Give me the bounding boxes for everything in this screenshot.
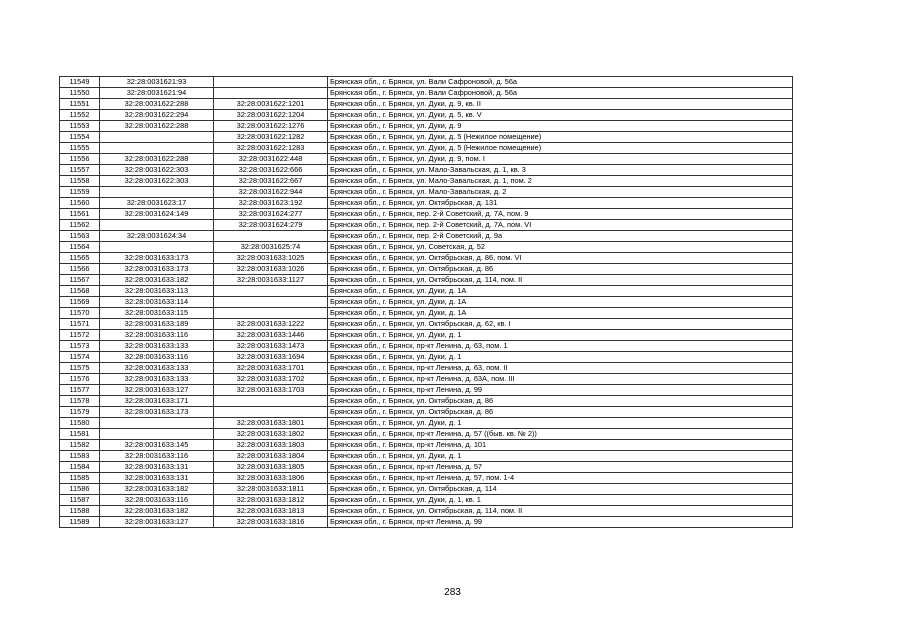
table-row — [60, 330, 793, 341]
parcel-cadastral-number-cell: 32:28:0031621:93 — [100, 77, 214, 88]
parcel-cadastral-number-cell: 32:28:0031633:116 — [100, 330, 214, 341]
table-row — [60, 275, 793, 286]
table-row — [60, 341, 793, 352]
parcel-cadastral-number-cell: 32:28:0031633:116 — [100, 352, 214, 363]
table-row — [60, 473, 793, 484]
address-cell: Брянская обл., г. Брянск, ул. Мало-Завальская, д. 1, кв. 3 — [328, 165, 793, 176]
row-number-cell: 11579 — [60, 407, 100, 418]
row-number-cell: 11559 — [60, 187, 100, 198]
parcel-cadastral-number-cell: 32:28:0031633:182 — [100, 275, 214, 286]
table-row — [60, 297, 793, 308]
address-cell: Брянская обл., г. Брянск, ул. Вали Сафроновой, д. 56а — [328, 77, 793, 88]
row-number-cell: 11575 — [60, 363, 100, 374]
table-row — [60, 374, 793, 385]
row-number-cell: 11558 — [60, 176, 100, 187]
address-cell: Брянская обл., г. Брянск, ул. Советская, д. 52 — [328, 242, 793, 253]
parcel-cadastral-number-cell: 32:28:0031622:288 — [100, 99, 214, 110]
address-cell: Брянская обл., г. Брянск, ул. Дуки, д. 9, пом. I — [328, 154, 793, 165]
object-cadastral-number-cell: 32:28:0031633:1701 — [214, 363, 328, 374]
row-number-cell: 11574 — [60, 352, 100, 363]
row-number-cell: 11576 — [60, 374, 100, 385]
address-cell: Брянская обл., г. Брянск, ул. Дуки, д. 1А — [328, 297, 793, 308]
address-cell: Брянская обл., г. Брянск, ул. Дуки, д. 1 — [328, 330, 793, 341]
cadastral-table-body — [60, 77, 793, 528]
parcel-cadastral-number-cell: 32:28:0031633:116 — [100, 451, 214, 462]
row-number-cell: 11585 — [60, 473, 100, 484]
parcel-cadastral-number-cell — [100, 242, 214, 253]
row-number-cell: 11582 — [60, 440, 100, 451]
object-cadastral-number-cell: 32:28:0031633:1473 — [214, 341, 328, 352]
table-row — [60, 385, 793, 396]
parcel-cadastral-number-cell: 32:28:0031633:182 — [100, 484, 214, 495]
row-number-cell: 11550 — [60, 88, 100, 99]
object-cadastral-number-cell: 32:28:0031633:1813 — [214, 506, 328, 517]
parcel-cadastral-number-cell: 32:28:0031624:149 — [100, 209, 214, 220]
row-number-cell: 11561 — [60, 209, 100, 220]
address-cell: Брянская обл., г. Брянск, ул. Октябрьская, д. 114, пом. II — [328, 275, 793, 286]
row-number-cell: 11556 — [60, 154, 100, 165]
row-number-cell: 11564 — [60, 242, 100, 253]
parcel-cadastral-number-cell: 32:28:0031633:133 — [100, 341, 214, 352]
row-number-cell: 11581 — [60, 429, 100, 440]
parcel-cadastral-number-cell: 32:28:0031633:116 — [100, 495, 214, 506]
parcel-cadastral-number-cell: 32:28:0031633:113 — [100, 286, 214, 297]
row-number-cell: 11588 — [60, 506, 100, 517]
address-cell: Брянская обл., г. Брянск, пер. 2-й Советский, д. 9а — [328, 231, 793, 242]
object-cadastral-number-cell: 32:28:0031633:1812 — [214, 495, 328, 506]
row-number-cell: 11562 — [60, 220, 100, 231]
parcel-cadastral-number-cell — [100, 220, 214, 231]
row-number-cell: 11589 — [60, 517, 100, 528]
parcel-cadastral-number-cell: 32:28:0031633:131 — [100, 473, 214, 484]
row-number-cell: 11573 — [60, 341, 100, 352]
object-cadastral-number-cell — [214, 407, 328, 418]
object-cadastral-number-cell: 32:28:0031633:1816 — [214, 517, 328, 528]
address-cell: Брянская обл., г. Брянск, ул. Вали Сафроновой, д. 56а — [328, 88, 793, 99]
parcel-cadastral-number-cell: 32:28:0031633:127 — [100, 517, 214, 528]
page-number: 283 — [444, 587, 461, 598]
row-number-cell: 11566 — [60, 264, 100, 275]
table-row — [60, 506, 793, 517]
address-cell: Брянская обл., г. Брянск, пр-кт Ленина, д. 99 — [328, 385, 793, 396]
table-row — [60, 165, 793, 176]
row-number-cell: 11568 — [60, 286, 100, 297]
object-cadastral-number-cell: 32:28:0031624:279 — [214, 220, 328, 231]
row-number-cell: 11565 — [60, 253, 100, 264]
object-cadastral-number-cell: 32:28:0031633:1801 — [214, 418, 328, 429]
address-cell: Брянская обл., г. Брянск, пр-кт Ленина, д. 63, пом. II — [328, 363, 793, 374]
address-cell: Брянская обл., г. Брянск, ул. Мало-Завальская, д. 2 — [328, 187, 793, 198]
address-cell: Брянская обл., г. Брянск, ул. Октябрьская, д. 86 — [328, 396, 793, 407]
parcel-cadastral-number-cell: 32:28:0031633:173 — [100, 264, 214, 275]
parcel-cadastral-number-cell — [100, 143, 214, 154]
table-row — [60, 495, 793, 506]
address-cell: Брянская обл., г. Брянск, пр-кт Ленина, д. 57 ((быв. кв. № 2)) — [328, 429, 793, 440]
table-row — [60, 187, 793, 198]
parcel-cadastral-number-cell: 32:28:0031633:115 — [100, 308, 214, 319]
table-row — [60, 484, 793, 495]
row-number-cell: 11555 — [60, 143, 100, 154]
object-cadastral-number-cell: 32:28:0031622:1283 — [214, 143, 328, 154]
table-row — [60, 77, 793, 88]
address-cell: Брянская обл., г. Брянск, ул. Дуки, д. 1А — [328, 308, 793, 319]
address-cell: Брянская обл., г. Брянск, ул. Октябрьская, д. 114, пом. II — [328, 506, 793, 517]
table-row — [60, 418, 793, 429]
address-cell: Брянская обл., г. Брянск, пер. 2-й Советский, д. 7А, пом. VI — [328, 220, 793, 231]
object-cadastral-number-cell: 32:28:0031625:74 — [214, 242, 328, 253]
object-cadastral-number-cell: 32:28:0031633:1804 — [214, 451, 328, 462]
table-row — [60, 99, 793, 110]
address-cell: Брянская обл., г. Брянск, ул. Дуки, д. 1 — [328, 352, 793, 363]
address-cell: Брянская обл., г. Брянск, пр-кт Ленина, д. 63А, пом. III — [328, 374, 793, 385]
parcel-cadastral-number-cell: 32:28:0031633:173 — [100, 253, 214, 264]
row-number-cell: 11552 — [60, 110, 100, 121]
row-number-cell: 11583 — [60, 451, 100, 462]
table-row — [60, 308, 793, 319]
row-number-cell: 11578 — [60, 396, 100, 407]
address-cell: Брянская обл., г. Брянск, пр-кт Ленина, д. 63, пом. 1 — [328, 341, 793, 352]
table-row — [60, 231, 793, 242]
parcel-cadastral-number-cell: 32:28:0031633:189 — [100, 319, 214, 330]
address-cell: Брянская обл., г. Брянск, ул. Октябрьская, д. 86 — [328, 407, 793, 418]
object-cadastral-number-cell — [214, 396, 328, 407]
object-cadastral-number-cell: 32:28:0031622:1201 — [214, 99, 328, 110]
row-number-cell: 11584 — [60, 462, 100, 473]
parcel-cadastral-number-cell: 32:28:0031633:114 — [100, 297, 214, 308]
address-cell: Брянская обл., г. Брянск, ул. Октябрьская, д. 114 — [328, 484, 793, 495]
object-cadastral-number-cell — [214, 88, 328, 99]
address-cell: Брянская обл., г. Брянск, пр-кт Ленина, д. 57 — [328, 462, 793, 473]
object-cadastral-number-cell: 32:28:0031633:1806 — [214, 473, 328, 484]
object-cadastral-number-cell — [214, 77, 328, 88]
table-row — [60, 352, 793, 363]
address-cell: Брянская обл., г. Брянск, ул. Дуки, д. 5 (Нежилое помещение) — [328, 143, 793, 154]
table-row — [60, 253, 793, 264]
object-cadastral-number-cell — [214, 297, 328, 308]
table-row — [60, 110, 793, 121]
address-cell: Брянская обл., г. Брянск, ул. Мало-Завальская, д. 1, пом. 2 — [328, 176, 793, 187]
cadastral-table — [59, 76, 793, 528]
parcel-cadastral-number-cell — [100, 132, 214, 143]
object-cadastral-number-cell: 32:28:0031623:192 — [214, 198, 328, 209]
object-cadastral-number-cell: 32:28:0031633:1703 — [214, 385, 328, 396]
row-number-cell: 11570 — [60, 308, 100, 319]
parcel-cadastral-number-cell — [100, 187, 214, 198]
table-row — [60, 286, 793, 297]
parcel-cadastral-number-cell: 32:28:0031623:17 — [100, 198, 214, 209]
parcel-cadastral-number-cell: 32:28:0031633:173 — [100, 407, 214, 418]
address-cell: Брянская обл., г. Брянск, ул. Октябрьская, д. 86, пом. VI — [328, 253, 793, 264]
address-cell: Брянская обл., г. Брянск, ул. Дуки, д. 9, кв. II — [328, 99, 793, 110]
parcel-cadastral-number-cell: 32:28:0031621:94 — [100, 88, 214, 99]
object-cadastral-number-cell: 32:28:0031622:1204 — [214, 110, 328, 121]
object-cadastral-number-cell — [214, 231, 328, 242]
parcel-cadastral-number-cell: 32:28:0031622:288 — [100, 154, 214, 165]
address-cell: Брянская обл., г. Брянск, ул. Октябрьская, д. 131 — [328, 198, 793, 209]
table-row — [60, 462, 793, 473]
object-cadastral-number-cell: 32:28:0031633:1222 — [214, 319, 328, 330]
address-cell: Брянская обл., г. Брянск, ул. Дуки, д. 1 — [328, 451, 793, 462]
parcel-cadastral-number-cell: 32:28:0031622:294 — [100, 110, 214, 121]
table-row — [60, 143, 793, 154]
table-row — [60, 363, 793, 374]
parcel-cadastral-number-cell: 32:28:0031622:288 — [100, 121, 214, 132]
parcel-cadastral-number-cell: 32:28:0031633:133 — [100, 363, 214, 374]
table-row — [60, 264, 793, 275]
object-cadastral-number-cell: 32:28:0031622:1282 — [214, 132, 328, 143]
parcel-cadastral-number-cell — [100, 429, 214, 440]
address-cell: Брянская обл., г. Брянск, ул. Дуки, д. 1 — [328, 418, 793, 429]
object-cadastral-number-cell: 32:28:0031622:666 — [214, 165, 328, 176]
row-number-cell: 11567 — [60, 275, 100, 286]
parcel-cadastral-number-cell: 32:28:0031624:34 — [100, 231, 214, 242]
address-cell: Брянская обл., г. Брянск, пер. 2-й Советский, д. 7А, пом. 9 — [328, 209, 793, 220]
row-number-cell: 11549 — [60, 77, 100, 88]
table-row — [60, 154, 793, 165]
address-cell: Брянская обл., г. Брянск, ул. Октябрьская, д. 62, кв. I — [328, 319, 793, 330]
parcel-cadastral-number-cell: 32:28:0031622:303 — [100, 176, 214, 187]
object-cadastral-number-cell: 32:28:0031633:1805 — [214, 462, 328, 473]
object-cadastral-number-cell: 32:28:0031622:667 — [214, 176, 328, 187]
object-cadastral-number-cell — [214, 286, 328, 297]
object-cadastral-number-cell: 32:28:0031633:1702 — [214, 374, 328, 385]
address-cell: Брянская обл., г. Брянск, ул. Дуки, д. 9 — [328, 121, 793, 132]
object-cadastral-number-cell — [214, 308, 328, 319]
row-number-cell: 11563 — [60, 231, 100, 242]
row-number-cell: 11577 — [60, 385, 100, 396]
table-row — [60, 396, 793, 407]
parcel-cadastral-number-cell: 32:28:0031633:171 — [100, 396, 214, 407]
object-cadastral-number-cell: 32:28:0031633:1026 — [214, 264, 328, 275]
table-row — [60, 242, 793, 253]
row-number-cell: 11571 — [60, 319, 100, 330]
row-number-cell: 11569 — [60, 297, 100, 308]
address-cell: Брянская обл., г. Брянск, ул. Октябрьская, д. 86 — [328, 264, 793, 275]
address-cell: Брянская обл., г. Брянск, ул. Дуки, д. 5 (Нежилое помещение) — [328, 132, 793, 143]
object-cadastral-number-cell: 32:28:0031633:1803 — [214, 440, 328, 451]
object-cadastral-number-cell: 32:28:0031622:1276 — [214, 121, 328, 132]
object-cadastral-number-cell: 32:28:0031633:1811 — [214, 484, 328, 495]
table-row — [60, 198, 793, 209]
table-row — [60, 176, 793, 187]
object-cadastral-number-cell: 32:28:0031624:277 — [214, 209, 328, 220]
row-number-cell: 11554 — [60, 132, 100, 143]
row-number-cell: 11586 — [60, 484, 100, 495]
parcel-cadastral-number-cell — [100, 418, 214, 429]
row-number-cell: 11560 — [60, 198, 100, 209]
row-number-cell: 11551 — [60, 99, 100, 110]
row-number-cell: 11572 — [60, 330, 100, 341]
row-number-cell: 11553 — [60, 121, 100, 132]
address-cell: Брянская обл., г. Брянск, ул. Дуки, д. 1, кв. 1 — [328, 495, 793, 506]
object-cadastral-number-cell: 32:28:0031633:1802 — [214, 429, 328, 440]
table-row — [60, 88, 793, 99]
address-cell: Брянская обл., г. Брянск, пр-кт Ленина, д. 101 — [328, 440, 793, 451]
table-row — [60, 451, 793, 462]
parcel-cadastral-number-cell: 32:28:0031633:131 — [100, 462, 214, 473]
object-cadastral-number-cell: 32:28:0031633:1446 — [214, 330, 328, 341]
object-cadastral-number-cell: 32:28:0031633:1127 — [214, 275, 328, 286]
parcel-cadastral-number-cell: 32:28:0031633:182 — [100, 506, 214, 517]
table-row — [60, 429, 793, 440]
parcel-cadastral-number-cell: 32:28:0031622:303 — [100, 165, 214, 176]
table-row — [60, 132, 793, 143]
object-cadastral-number-cell: 32:28:0031622:448 — [214, 154, 328, 165]
address-cell: Брянская обл., г. Брянск, ул. Дуки, д. 1А — [328, 286, 793, 297]
address-cell: Брянская обл., г. Брянск, ул. Дуки, д. 5, кв. V — [328, 110, 793, 121]
object-cadastral-number-cell: 32:28:0031633:1025 — [214, 253, 328, 264]
object-cadastral-number-cell: 32:28:0031633:1694 — [214, 352, 328, 363]
row-number-cell: 11587 — [60, 495, 100, 506]
table-row — [60, 121, 793, 132]
row-number-cell: 11580 — [60, 418, 100, 429]
row-number-cell: 11557 — [60, 165, 100, 176]
table-row — [60, 407, 793, 418]
parcel-cadastral-number-cell: 32:28:0031633:145 — [100, 440, 214, 451]
table-row — [60, 220, 793, 231]
table-row — [60, 517, 793, 528]
table-row — [60, 209, 793, 220]
object-cadastral-number-cell: 32:28:0031622:944 — [214, 187, 328, 198]
address-cell: Брянская обл., г. Брянск, пр-кт Ленина, д. 57, пом. 1-4 — [328, 473, 793, 484]
table-row — [60, 440, 793, 451]
address-cell: Брянская обл., г. Брянск, пр-кт Ленина, д. 99 — [328, 517, 793, 528]
parcel-cadastral-number-cell: 32:28:0031633:133 — [100, 374, 214, 385]
parcel-cadastral-number-cell: 32:28:0031633:127 — [100, 385, 214, 396]
table-row — [60, 319, 793, 330]
